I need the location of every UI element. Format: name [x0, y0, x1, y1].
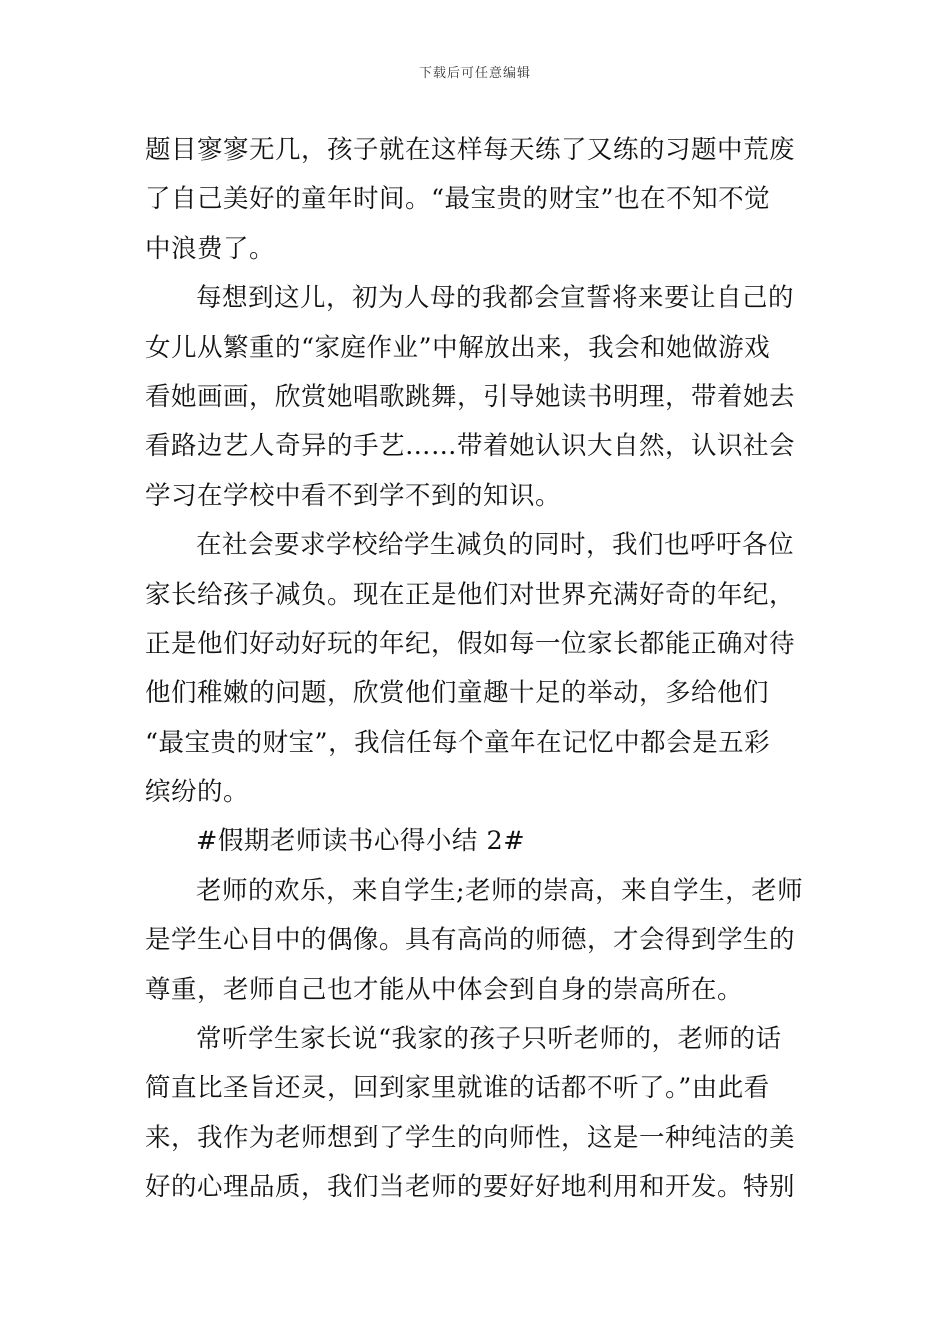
text-line: 正是他们好动好玩的年纪，假如每一位家长都能正确对待: [145, 628, 796, 659]
text-line: 女儿从繁重的“家庭作业”中解放出来，我会和她做游戏: [145, 332, 771, 363]
paragraph-start-line: 常听学生家长说“我家的孩子只听老师的，老师的话: [196, 1024, 782, 1055]
text-line: 尊重，老师自己也才能从中体会到自身的崇高所在。: [145, 974, 744, 1005]
text-line: 家长给孩子减负。现在正是他们对世界充满好奇的年纪，: [145, 579, 796, 610]
section-heading: #假期老师读书心得小结 2#: [196, 826, 526, 857]
text-line: 中浪费了。: [145, 233, 276, 264]
paragraph-start-line: 在社会要求学校给学生减负的同时，我们也呼吁各位: [196, 530, 795, 561]
text-line: 好的心理品质，我们当老师的要好好地利用和开发。特别: [145, 1172, 796, 1203]
text-line: 简直比圣旨还灵，回到家里就谁的话都不听了。”由此看: [145, 1073, 770, 1104]
text-line: 来，我作为老师想到了学生的向师性，这是一种纯洁的美: [145, 1122, 796, 1153]
text-line: “最宝贵的财宝”，我信任每个童年在记忆中都会是五彩: [145, 727, 771, 758]
text-line: 学习在学校中看不到学不到的知识。: [145, 480, 562, 511]
text-line: 题目寥寥无几，孩子就在这样每天练了又练的习题中荒废: [145, 135, 796, 165]
text-line: 缤纷的。: [145, 777, 250, 808]
text-line: 看她画画，欣赏她唱歌跳舞，引导她读书明理，带着她去: [145, 381, 796, 412]
text-line: 是学生心目中的偶像。具有高尚的师德，才会得到学生的: [145, 925, 796, 956]
text-line: 他们稚嫩的问题，欣赏他们童趣十足的举动，多给他们: [145, 678, 770, 709]
page-header: 下载后可任意编辑: [418, 66, 531, 81]
paragraph-start-line: 每想到这儿，初为人母的我都会宣誓将来要让自己的: [196, 283, 795, 314]
paragraph-start-line: 老师的欢乐，来自学生;老师的崇高，来自学生，老师: [196, 875, 804, 906]
text-line: 了自己美好的童年时间。“最宝贵的财宝”也在不知不觉: [145, 184, 771, 215]
text-line: 看路边艺人奇异的手艺……带着她认识大自然，认识社会: [145, 431, 796, 462]
document-body: [145, 126, 810, 1213]
